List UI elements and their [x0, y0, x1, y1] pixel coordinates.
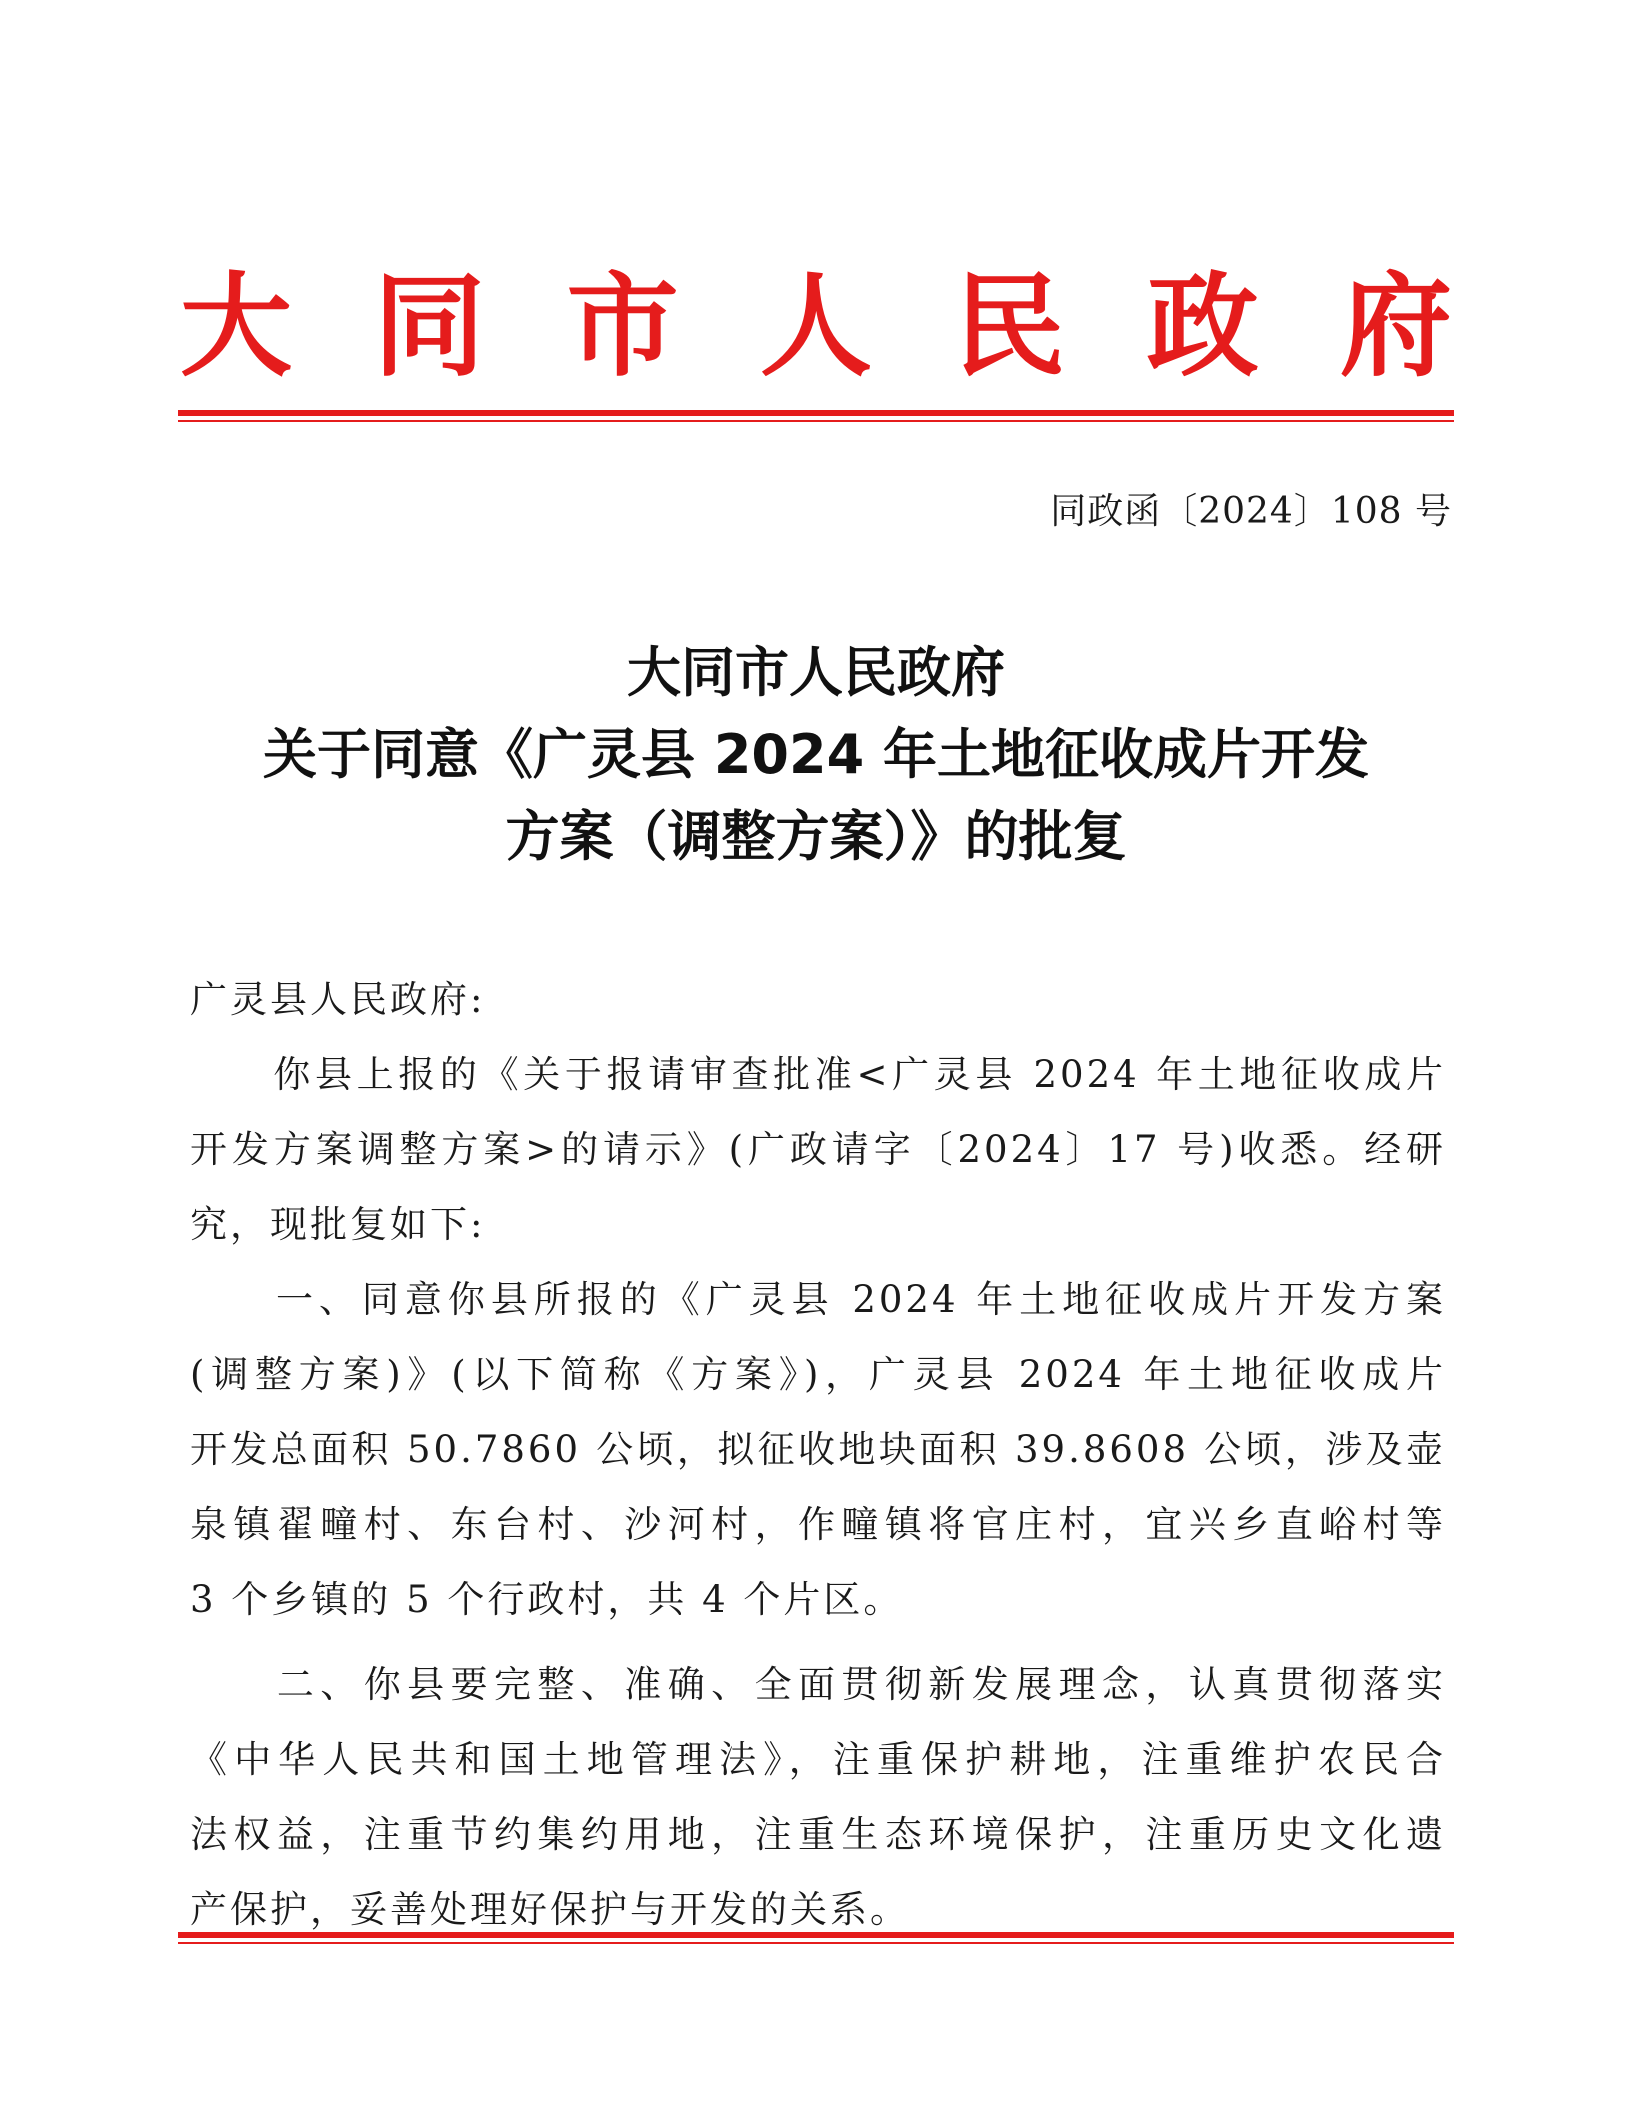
paragraph-line: 开发方案调整方案>的请示》(广政请字〔2024〕17 号)收悉。经研	[190, 1128, 1446, 1171]
paragraph-line: 法权益，注重节约集约用地，注重生态环境保护，注重历史文化遗	[190, 1813, 1446, 1856]
salutation: 广灵县人民政府:	[190, 978, 486, 1021]
red-divider-thick	[178, 410, 1454, 416]
masthead-char: 民	[953, 262, 1066, 392]
title-line-1: 大同市人民政府	[627, 641, 1005, 704]
paragraph-line: 开发总面积 50.7860 公顷，拟征收地块面积 39.8608 公顷，涉及壶	[190, 1428, 1446, 1471]
paragraph-3	[190, 1647, 1446, 1947]
red-divider-thin	[178, 1942, 1454, 1944]
paragraph-line: 《中华人民共和国土地管理法》，注重保护耕地，注重维护农民合	[190, 1738, 1446, 1781]
paragraph-2	[190, 1262, 1446, 1637]
paragraph-line: (调整方案)》(以下简称《方案》)，广灵县 2024 年土地征收成片	[190, 1353, 1446, 1396]
masthead-org-name	[180, 262, 1452, 392]
red-divider-top	[178, 410, 1454, 422]
masthead-char: 府	[1339, 262, 1452, 392]
document-number: 同政函〔2024〕108 号	[1050, 491, 1452, 532]
masthead-char: 人	[759, 262, 872, 392]
document-title	[180, 632, 1452, 878]
paragraph-line: 二、你县要完整、准确、全面贯彻新发展理念，认真贯彻落实	[190, 1663, 1446, 1706]
red-divider-bottom	[178, 1932, 1454, 1944]
paragraph-line: 产保护，妥善处理好保护与开发的关系。	[190, 1888, 910, 1931]
paragraph-line: 泉镇翟疃村、东台村、沙河村，作疃镇将官庄村，宜兴乡直峪村等	[190, 1503, 1446, 1546]
masthead-char: 市	[566, 262, 679, 392]
document-body	[190, 962, 1446, 1947]
red-divider-thick	[178, 1932, 1454, 1938]
paragraph-line: 一、同意你县所报的《广灵县 2024 年土地征收成片开发方案	[190, 1278, 1446, 1321]
paragraph-line: 究，现批复如下:	[190, 1203, 486, 1246]
masthead-char: 政	[1146, 262, 1259, 392]
red-divider-thin	[178, 420, 1454, 422]
masthead-char: 大	[180, 262, 292, 392]
masthead-char: 同	[373, 262, 486, 392]
paragraph-1	[190, 1037, 1446, 1262]
title-line-3: 方案（调整方案）》的批复	[505, 805, 1127, 868]
title-line-2: 关于同意《广灵县 2024 年土地征收成片开发	[263, 723, 1369, 786]
paragraph-line: 你县上报的《关于报请审查批准<广灵县 2024 年土地征收成片	[190, 1053, 1446, 1096]
paragraph-line: 3 个乡镇的 5 个行政村，共 4 个片区。	[190, 1578, 904, 1621]
